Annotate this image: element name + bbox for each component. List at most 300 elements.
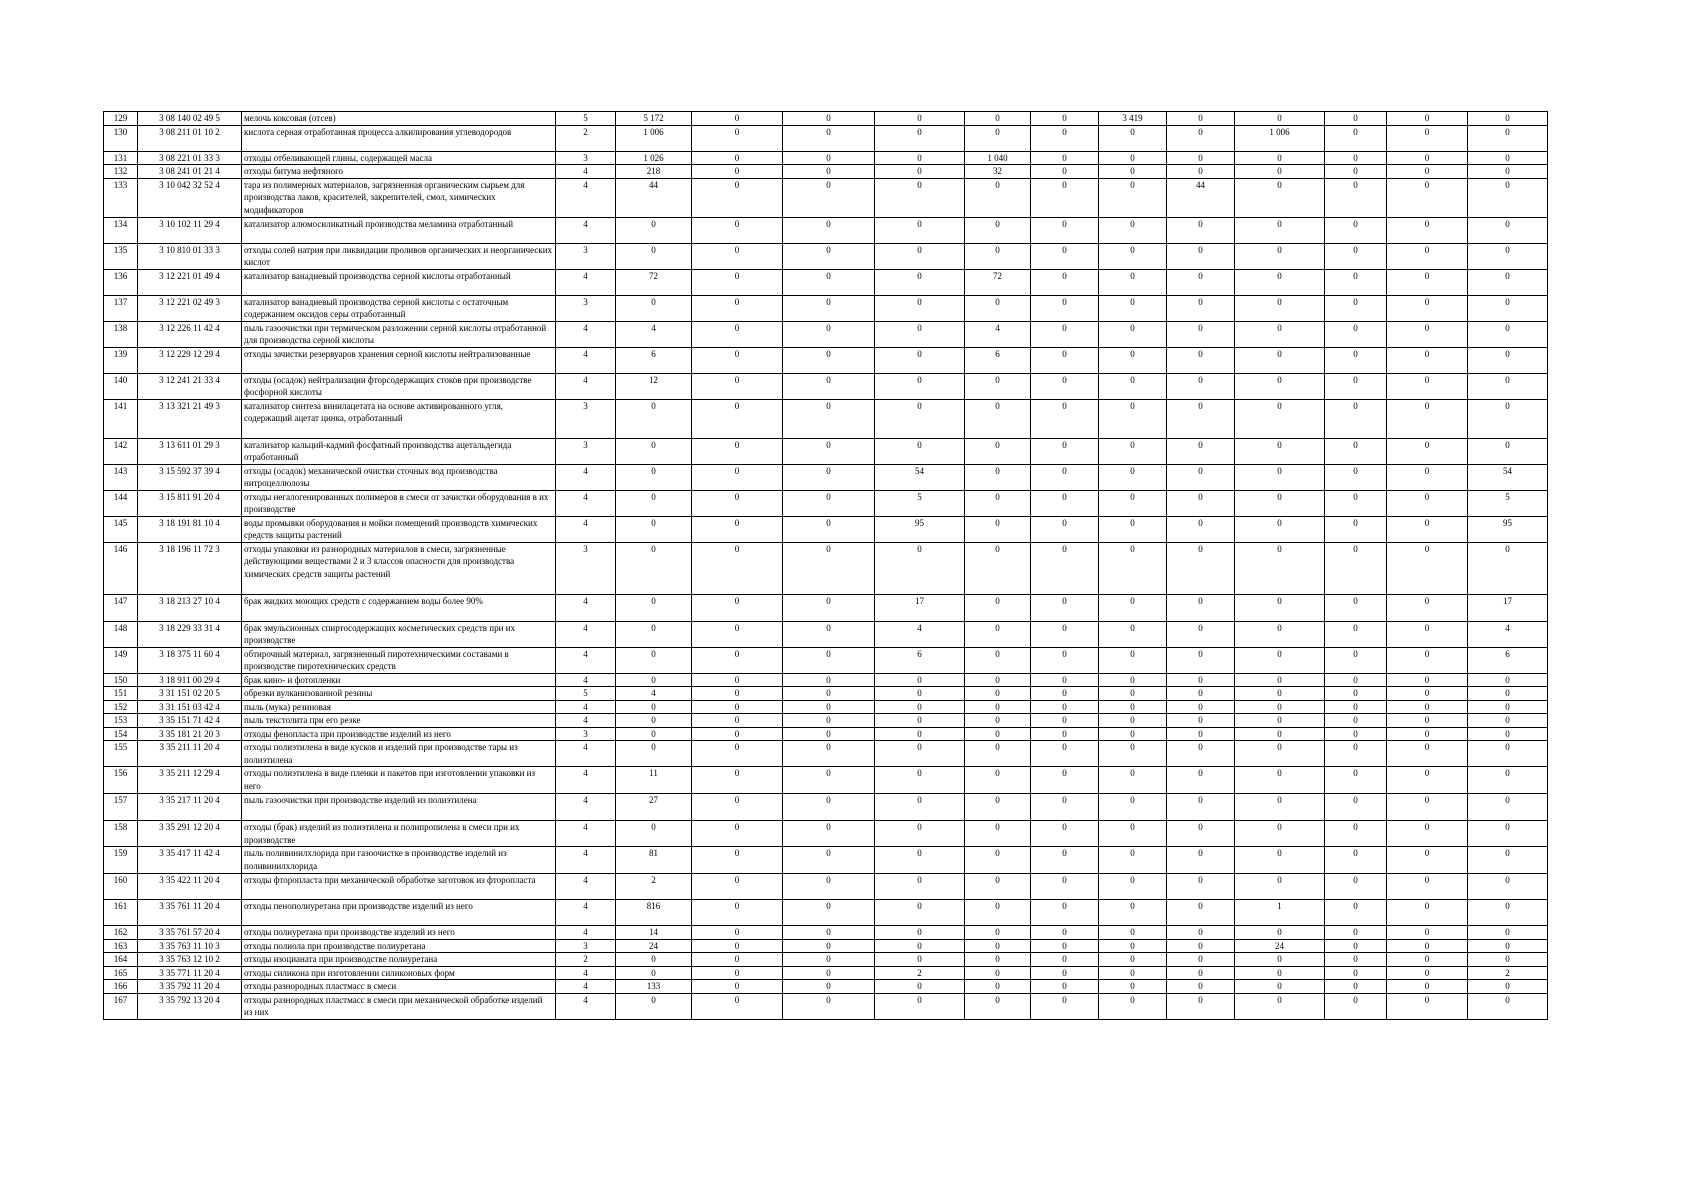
row-number-cell: 151: [104, 687, 138, 701]
value-cell: 0: [1099, 980, 1167, 994]
value-cell: 0: [783, 821, 875, 847]
value-cell: 0: [1031, 464, 1099, 490]
waste-name-cell: кислота серная отработанная процесса алкилирования углеводородов: [242, 125, 556, 151]
waste-name-cell: отходы (осадок) нейтрализации фторсодержащих стоков при производстве фосфорной кислоты: [242, 373, 556, 399]
waste-name-cell: отходы пенополиуретана при производстве изделий из него: [242, 900, 556, 926]
value-cell: 1 040: [965, 151, 1031, 165]
value-cell: 0: [1468, 217, 1548, 243]
value-cell: 0: [1387, 621, 1468, 647]
value-cell: 17: [875, 594, 965, 621]
waste-name-cell: отходы (брак) изделий из полиэтилена и полипропилена в смеси при их производстве: [242, 821, 556, 847]
waste-name-cell: отходы зачистки резервуаров хранения серной кислоты нейтрализованные: [242, 347, 556, 373]
value-cell: 0: [616, 966, 692, 980]
value-cell: 0: [692, 464, 783, 490]
waste-code-cell: 3 12 241 21 33 4: [138, 373, 242, 399]
value-cell: 0: [1468, 926, 1548, 940]
value-cell: 0: [875, 700, 965, 714]
value-cell: 0: [1099, 900, 1167, 926]
value-cell: 0: [1468, 687, 1548, 701]
value-cell: 0: [692, 900, 783, 926]
waste-table: [103, 111, 1548, 1020]
value-cell: 0: [1468, 151, 1548, 165]
value-cell: 0: [965, 714, 1031, 728]
value-cell: 0: [1235, 767, 1325, 794]
waste-code-cell: 3 31 151 02 20 5: [138, 687, 242, 701]
value-cell: 0: [1235, 794, 1325, 821]
value-cell: 0: [692, 647, 783, 673]
value-cell: 4: [616, 321, 692, 347]
waste-code-cell: 3 08 211 01 10 2: [138, 125, 242, 151]
value-cell: 0: [1031, 165, 1099, 179]
value-cell: 0: [692, 542, 783, 594]
value-cell: 0: [692, 980, 783, 994]
table-row: [104, 900, 1548, 926]
waste-code-cell: 3 35 792 11 20 4: [138, 980, 242, 994]
value-cell: 0: [965, 647, 1031, 673]
value-cell: 5 172: [616, 112, 692, 126]
value-cell: 0: [875, 438, 965, 464]
value-cell: 0: [875, 847, 965, 874]
value-cell: 0: [783, 243, 875, 269]
hazard-class-cell: 4: [556, 490, 616, 516]
value-cell: 0: [875, 178, 965, 217]
value-cell: 0: [875, 900, 965, 926]
waste-code-cell: 3 12 226 11 42 4: [138, 321, 242, 347]
row-number-cell: 154: [104, 727, 138, 741]
table-row: [104, 847, 1548, 874]
hazard-class-cell: 4: [556, 714, 616, 728]
hazard-class-cell: 3: [556, 295, 616, 321]
value-cell: 0: [1099, 993, 1167, 1019]
table-row: [104, 269, 1548, 295]
value-cell: 0: [1099, 373, 1167, 399]
value-cell: 0: [875, 217, 965, 243]
value-cell: 4: [875, 621, 965, 647]
value-cell: 0: [1387, 966, 1468, 980]
value-cell: 0: [875, 112, 965, 126]
value-cell: 0: [1099, 542, 1167, 594]
value-cell: 0: [692, 125, 783, 151]
table-row: [104, 926, 1548, 940]
waste-code-cell: 3 35 217 11 20 4: [138, 794, 242, 821]
value-cell: 72: [965, 269, 1031, 295]
waste-name-cell: мелочь коксовая (отсев): [242, 112, 556, 126]
value-cell: 0: [1387, 490, 1468, 516]
waste-code-cell: 3 12 221 02 49 3: [138, 295, 242, 321]
value-cell: 0: [1387, 714, 1468, 728]
value-cell: 0: [692, 438, 783, 464]
value-cell: 0: [1468, 874, 1548, 900]
value-cell: 0: [1031, 821, 1099, 847]
value-cell: 0: [1235, 673, 1325, 687]
table-row: [104, 966, 1548, 980]
value-cell: 0: [875, 673, 965, 687]
hazard-class-cell: 4: [556, 926, 616, 940]
value-cell: 0: [1167, 490, 1235, 516]
value-cell: 0: [1099, 321, 1167, 347]
value-cell: 0: [1031, 847, 1099, 874]
hazard-class-cell: 4: [556, 673, 616, 687]
value-cell: 0: [783, 966, 875, 980]
value-cell: 0: [1325, 347, 1387, 373]
value-cell: 0: [1167, 687, 1235, 701]
waste-name-cell: пыль газоочистки при производстве изделий из полиэтилена: [242, 794, 556, 821]
table-row: [104, 673, 1548, 687]
value-cell: 0: [1167, 741, 1235, 767]
value-cell: 0: [1387, 516, 1468, 542]
value-cell: 0: [692, 373, 783, 399]
value-cell: 0: [616, 399, 692, 438]
hazard-class-cell: 2: [556, 953, 616, 967]
waste-code-cell: 3 18 196 11 72 3: [138, 542, 242, 594]
hazard-class-cell: 4: [556, 767, 616, 794]
waste-code-cell: 3 35 761 57 20 4: [138, 926, 242, 940]
value-cell: 0: [1468, 953, 1548, 967]
hazard-class-cell: 4: [556, 464, 616, 490]
value-cell: 0: [875, 939, 965, 953]
table-row: [104, 794, 1548, 821]
value-cell: 0: [1031, 490, 1099, 516]
table-row: [104, 542, 1548, 594]
value-cell: 0: [1468, 900, 1548, 926]
value-cell: 0: [1167, 939, 1235, 953]
value-cell: 0: [965, 542, 1031, 594]
value-cell: 24: [1235, 939, 1325, 953]
value-cell: 0: [1468, 939, 1548, 953]
value-cell: 0: [1235, 847, 1325, 874]
row-number-cell: 163: [104, 939, 138, 953]
value-cell: 0: [783, 594, 875, 621]
value-cell: 0: [692, 594, 783, 621]
value-cell: 5: [875, 490, 965, 516]
value-cell: 0: [965, 953, 1031, 967]
table-row: [104, 953, 1548, 967]
hazard-class-cell: 4: [556, 966, 616, 980]
waste-code-cell: 3 18 911 00 29 4: [138, 673, 242, 687]
value-cell: 0: [1468, 178, 1548, 217]
value-cell: 0: [875, 269, 965, 295]
value-cell: 0: [616, 714, 692, 728]
waste-code-cell: 3 10 102 11 29 4: [138, 217, 242, 243]
value-cell: 27: [616, 794, 692, 821]
value-cell: 816: [616, 900, 692, 926]
value-cell: 0: [1325, 714, 1387, 728]
value-cell: 0: [783, 980, 875, 994]
waste-name-cell: отходы разнородных пластмасс в смеси при механической обработке изделий из них: [242, 993, 556, 1019]
table-row: [104, 178, 1548, 217]
value-cell: 0: [965, 900, 1031, 926]
row-number-cell: 143: [104, 464, 138, 490]
value-cell: 0: [616, 673, 692, 687]
value-cell: 0: [1235, 243, 1325, 269]
hazard-class-cell: 4: [556, 874, 616, 900]
value-cell: 0: [1167, 794, 1235, 821]
value-cell: 0: [1235, 714, 1325, 728]
value-cell: 0: [965, 926, 1031, 940]
waste-code-cell: 3 35 763 11 10 3: [138, 939, 242, 953]
value-cell: 0: [692, 874, 783, 900]
value-cell: 0: [1167, 464, 1235, 490]
value-cell: 0: [1235, 700, 1325, 714]
value-cell: 0: [783, 438, 875, 464]
value-cell: 0: [1167, 993, 1235, 1019]
table-body: [104, 112, 1548, 1020]
value-cell: 0: [783, 673, 875, 687]
waste-code-cell: 3 10 810 01 33 3: [138, 243, 242, 269]
value-cell: 0: [965, 847, 1031, 874]
value-cell: 0: [783, 847, 875, 874]
value-cell: 0: [1031, 151, 1099, 165]
value-cell: 0: [1468, 125, 1548, 151]
hazard-class-cell: 4: [556, 647, 616, 673]
value-cell: 0: [1235, 687, 1325, 701]
value-cell: 0: [1387, 900, 1468, 926]
table-row: [104, 647, 1548, 673]
waste-code-cell: 3 08 140 02 49 5: [138, 112, 242, 126]
value-cell: 0: [1325, 874, 1387, 900]
value-cell: 0: [1325, 217, 1387, 243]
value-cell: 0: [783, 993, 875, 1019]
value-cell: 0: [616, 464, 692, 490]
value-cell: 0: [1031, 438, 1099, 464]
value-cell: 0: [1387, 847, 1468, 874]
value-cell: 72: [616, 269, 692, 295]
value-cell: 0: [1468, 165, 1548, 179]
value-cell: 0: [875, 399, 965, 438]
value-cell: 0: [1235, 321, 1325, 347]
hazard-class-cell: 4: [556, 373, 616, 399]
value-cell: 0: [875, 767, 965, 794]
row-number-cell: 136: [104, 269, 138, 295]
value-cell: 0: [1235, 926, 1325, 940]
waste-name-cell: отходы полиола при производстве полиуретана: [242, 939, 556, 953]
table-row: [104, 821, 1548, 847]
value-cell: 0: [1031, 621, 1099, 647]
value-cell: 0: [616, 217, 692, 243]
row-number-cell: 162: [104, 926, 138, 940]
value-cell: 0: [1235, 178, 1325, 217]
row-number-cell: 147: [104, 594, 138, 621]
value-cell: 0: [1031, 980, 1099, 994]
value-cell: 0: [1235, 269, 1325, 295]
waste-name-cell: отходы битума нефтяного: [242, 165, 556, 179]
value-cell: 44: [1167, 178, 1235, 217]
waste-name-cell: брак кино- и фотопленки: [242, 673, 556, 687]
value-cell: 0: [1099, 847, 1167, 874]
value-cell: 0: [1099, 438, 1167, 464]
value-cell: 0: [1468, 373, 1548, 399]
value-cell: 0: [1167, 874, 1235, 900]
value-cell: 0: [692, 321, 783, 347]
waste-name-cell: отходы отбеливающей глины, содержащей масла: [242, 151, 556, 165]
value-cell: 0: [875, 953, 965, 967]
value-cell: 0: [1468, 700, 1548, 714]
value-cell: 0: [692, 112, 783, 126]
value-cell: 0: [1468, 295, 1548, 321]
waste-code-cell: 3 35 181 21 20 3: [138, 727, 242, 741]
value-cell: 0: [1387, 594, 1468, 621]
value-cell: 6: [616, 347, 692, 373]
value-cell: 0: [1031, 874, 1099, 900]
row-number-cell: 148: [104, 621, 138, 647]
value-cell: 0: [692, 490, 783, 516]
value-cell: 0: [1468, 714, 1548, 728]
waste-code-cell: 3 35 761 11 20 4: [138, 900, 242, 926]
value-cell: 0: [1031, 953, 1099, 967]
value-cell: 11: [616, 767, 692, 794]
value-cell: 0: [875, 926, 965, 940]
value-cell: 0: [1031, 647, 1099, 673]
value-cell: 0: [965, 217, 1031, 243]
value-cell: 0: [965, 438, 1031, 464]
table-row: [104, 993, 1548, 1019]
value-cell: 0: [965, 874, 1031, 900]
value-cell: 0: [692, 821, 783, 847]
value-cell: 0: [1325, 847, 1387, 874]
value-cell: 0: [692, 178, 783, 217]
value-cell: 0: [1468, 821, 1548, 847]
value-cell: 0: [616, 594, 692, 621]
value-cell: 0: [1031, 178, 1099, 217]
waste-name-cell: отходы полиэтилена в виде пленки и пакетов при изготовлении упаковки из него: [242, 767, 556, 794]
value-cell: 0: [1235, 594, 1325, 621]
hazard-class-cell: 4: [556, 516, 616, 542]
value-cell: 0: [1387, 347, 1468, 373]
value-cell: 0: [1387, 399, 1468, 438]
value-cell: 0: [1099, 295, 1167, 321]
table-row: [104, 516, 1548, 542]
value-cell: 0: [1235, 295, 1325, 321]
waste-name-cell: брак эмульсионных спиртосодержащих косметических средств при их производстве: [242, 621, 556, 647]
value-cell: 0: [875, 714, 965, 728]
value-cell: 0: [1167, 516, 1235, 542]
waste-name-cell: отходы полиуретана при производстве изделий из него: [242, 926, 556, 940]
hazard-class-cell: 4: [556, 794, 616, 821]
value-cell: 0: [1167, 594, 1235, 621]
value-cell: 0: [1468, 727, 1548, 741]
value-cell: 0: [1325, 112, 1387, 126]
waste-name-cell: отходы фторопласта при механической обработке заготовок из фторопласта: [242, 874, 556, 900]
value-cell: 0: [965, 821, 1031, 847]
table-row: [104, 347, 1548, 373]
value-cell: 0: [1387, 874, 1468, 900]
hazard-class-cell: 4: [556, 321, 616, 347]
value-cell: 0: [783, 542, 875, 594]
value-cell: 0: [1468, 269, 1548, 295]
value-cell: 0: [965, 966, 1031, 980]
value-cell: 0: [692, 847, 783, 874]
value-cell: 0: [1387, 165, 1468, 179]
waste-code-cell: 3 35 211 12 29 4: [138, 767, 242, 794]
value-cell: 0: [1031, 794, 1099, 821]
value-cell: 0: [1099, 741, 1167, 767]
value-cell: 0: [875, 347, 965, 373]
value-cell: 0: [1099, 269, 1167, 295]
hazard-class-cell: 3: [556, 727, 616, 741]
value-cell: 0: [1099, 874, 1167, 900]
row-number-cell: 155: [104, 741, 138, 767]
table-row: [104, 217, 1548, 243]
value-cell: 0: [875, 687, 965, 701]
value-cell: 0: [1325, 647, 1387, 673]
value-cell: 2: [616, 874, 692, 900]
waste-name-cell: тара из полимерных материалов, загрязненная органическим сырьем для производства лаков, красителей, закрепителей, смол, химических модификаторов: [242, 178, 556, 217]
row-number-cell: 142: [104, 438, 138, 464]
hazard-class-cell: 3: [556, 243, 616, 269]
value-cell: 0: [1325, 700, 1387, 714]
value-cell: 0: [1387, 794, 1468, 821]
hazard-class-cell: 4: [556, 847, 616, 874]
waste-name-cell: отходы (осадок) механической очистки сточных вод производства нитроцеллюлозы: [242, 464, 556, 490]
value-cell: 0: [1325, 926, 1387, 940]
value-cell: 0: [1235, 490, 1325, 516]
table-row: [104, 399, 1548, 438]
value-cell: 1: [1235, 900, 1325, 926]
value-cell: 0: [1387, 687, 1468, 701]
waste-name-cell: пыль (мука) резиновая: [242, 700, 556, 714]
waste-name-cell: катализатор алюмосиликатный производства меламина отработанный: [242, 217, 556, 243]
waste-code-cell: 3 35 151 71 42 4: [138, 714, 242, 728]
waste-code-cell: 3 13 321 21 49 3: [138, 399, 242, 438]
value-cell: 0: [1387, 926, 1468, 940]
value-cell: 0: [965, 373, 1031, 399]
hazard-class-cell: 3: [556, 399, 616, 438]
value-cell: 0: [1325, 399, 1387, 438]
value-cell: 6: [965, 347, 1031, 373]
waste-name-cell: отходы разнородных пластмасс в смеси: [242, 980, 556, 994]
value-cell: 0: [1325, 767, 1387, 794]
value-cell: 0: [1235, 727, 1325, 741]
value-cell: 0: [616, 727, 692, 741]
value-cell: 0: [1387, 295, 1468, 321]
value-cell: 0: [1235, 953, 1325, 967]
table-row: [104, 741, 1548, 767]
waste-name-cell: катализатор кальций-кадмий фосфатный производства ацетальдегида отработанный: [242, 438, 556, 464]
row-number-cell: 146: [104, 542, 138, 594]
value-cell: 0: [1235, 399, 1325, 438]
value-cell: 0: [1325, 727, 1387, 741]
value-cell: 0: [1235, 347, 1325, 373]
value-cell: 0: [1167, 980, 1235, 994]
value-cell: 0: [1167, 847, 1235, 874]
table-row: [104, 939, 1548, 953]
value-cell: 0: [783, 490, 875, 516]
value-cell: 0: [1387, 700, 1468, 714]
value-cell: 0: [965, 178, 1031, 217]
table-row: [104, 714, 1548, 728]
waste-code-cell: 3 35 771 11 20 4: [138, 966, 242, 980]
value-cell: 0: [692, 939, 783, 953]
table-row: [104, 295, 1548, 321]
value-cell: 95: [1468, 516, 1548, 542]
value-cell: 0: [1235, 821, 1325, 847]
value-cell: 0: [692, 794, 783, 821]
waste-name-cell: обтирочный материал, загрязненный пиротехническими составами в производстве пиротехнических средств: [242, 647, 556, 673]
value-cell: 0: [1468, 542, 1548, 594]
value-cell: 0: [1167, 151, 1235, 165]
value-cell: 0: [1387, 151, 1468, 165]
value-cell: 0: [1031, 594, 1099, 621]
row-number-cell: 167: [104, 993, 138, 1019]
waste-code-cell: 3 12 221 01 49 4: [138, 269, 242, 295]
value-cell: 0: [1031, 993, 1099, 1019]
value-cell: 0: [1031, 727, 1099, 741]
value-cell: 0: [616, 953, 692, 967]
waste-code-cell: 3 35 422 11 20 4: [138, 874, 242, 900]
value-cell: 4: [1468, 621, 1548, 647]
value-cell: 0: [1325, 953, 1387, 967]
value-cell: 0: [783, 373, 875, 399]
